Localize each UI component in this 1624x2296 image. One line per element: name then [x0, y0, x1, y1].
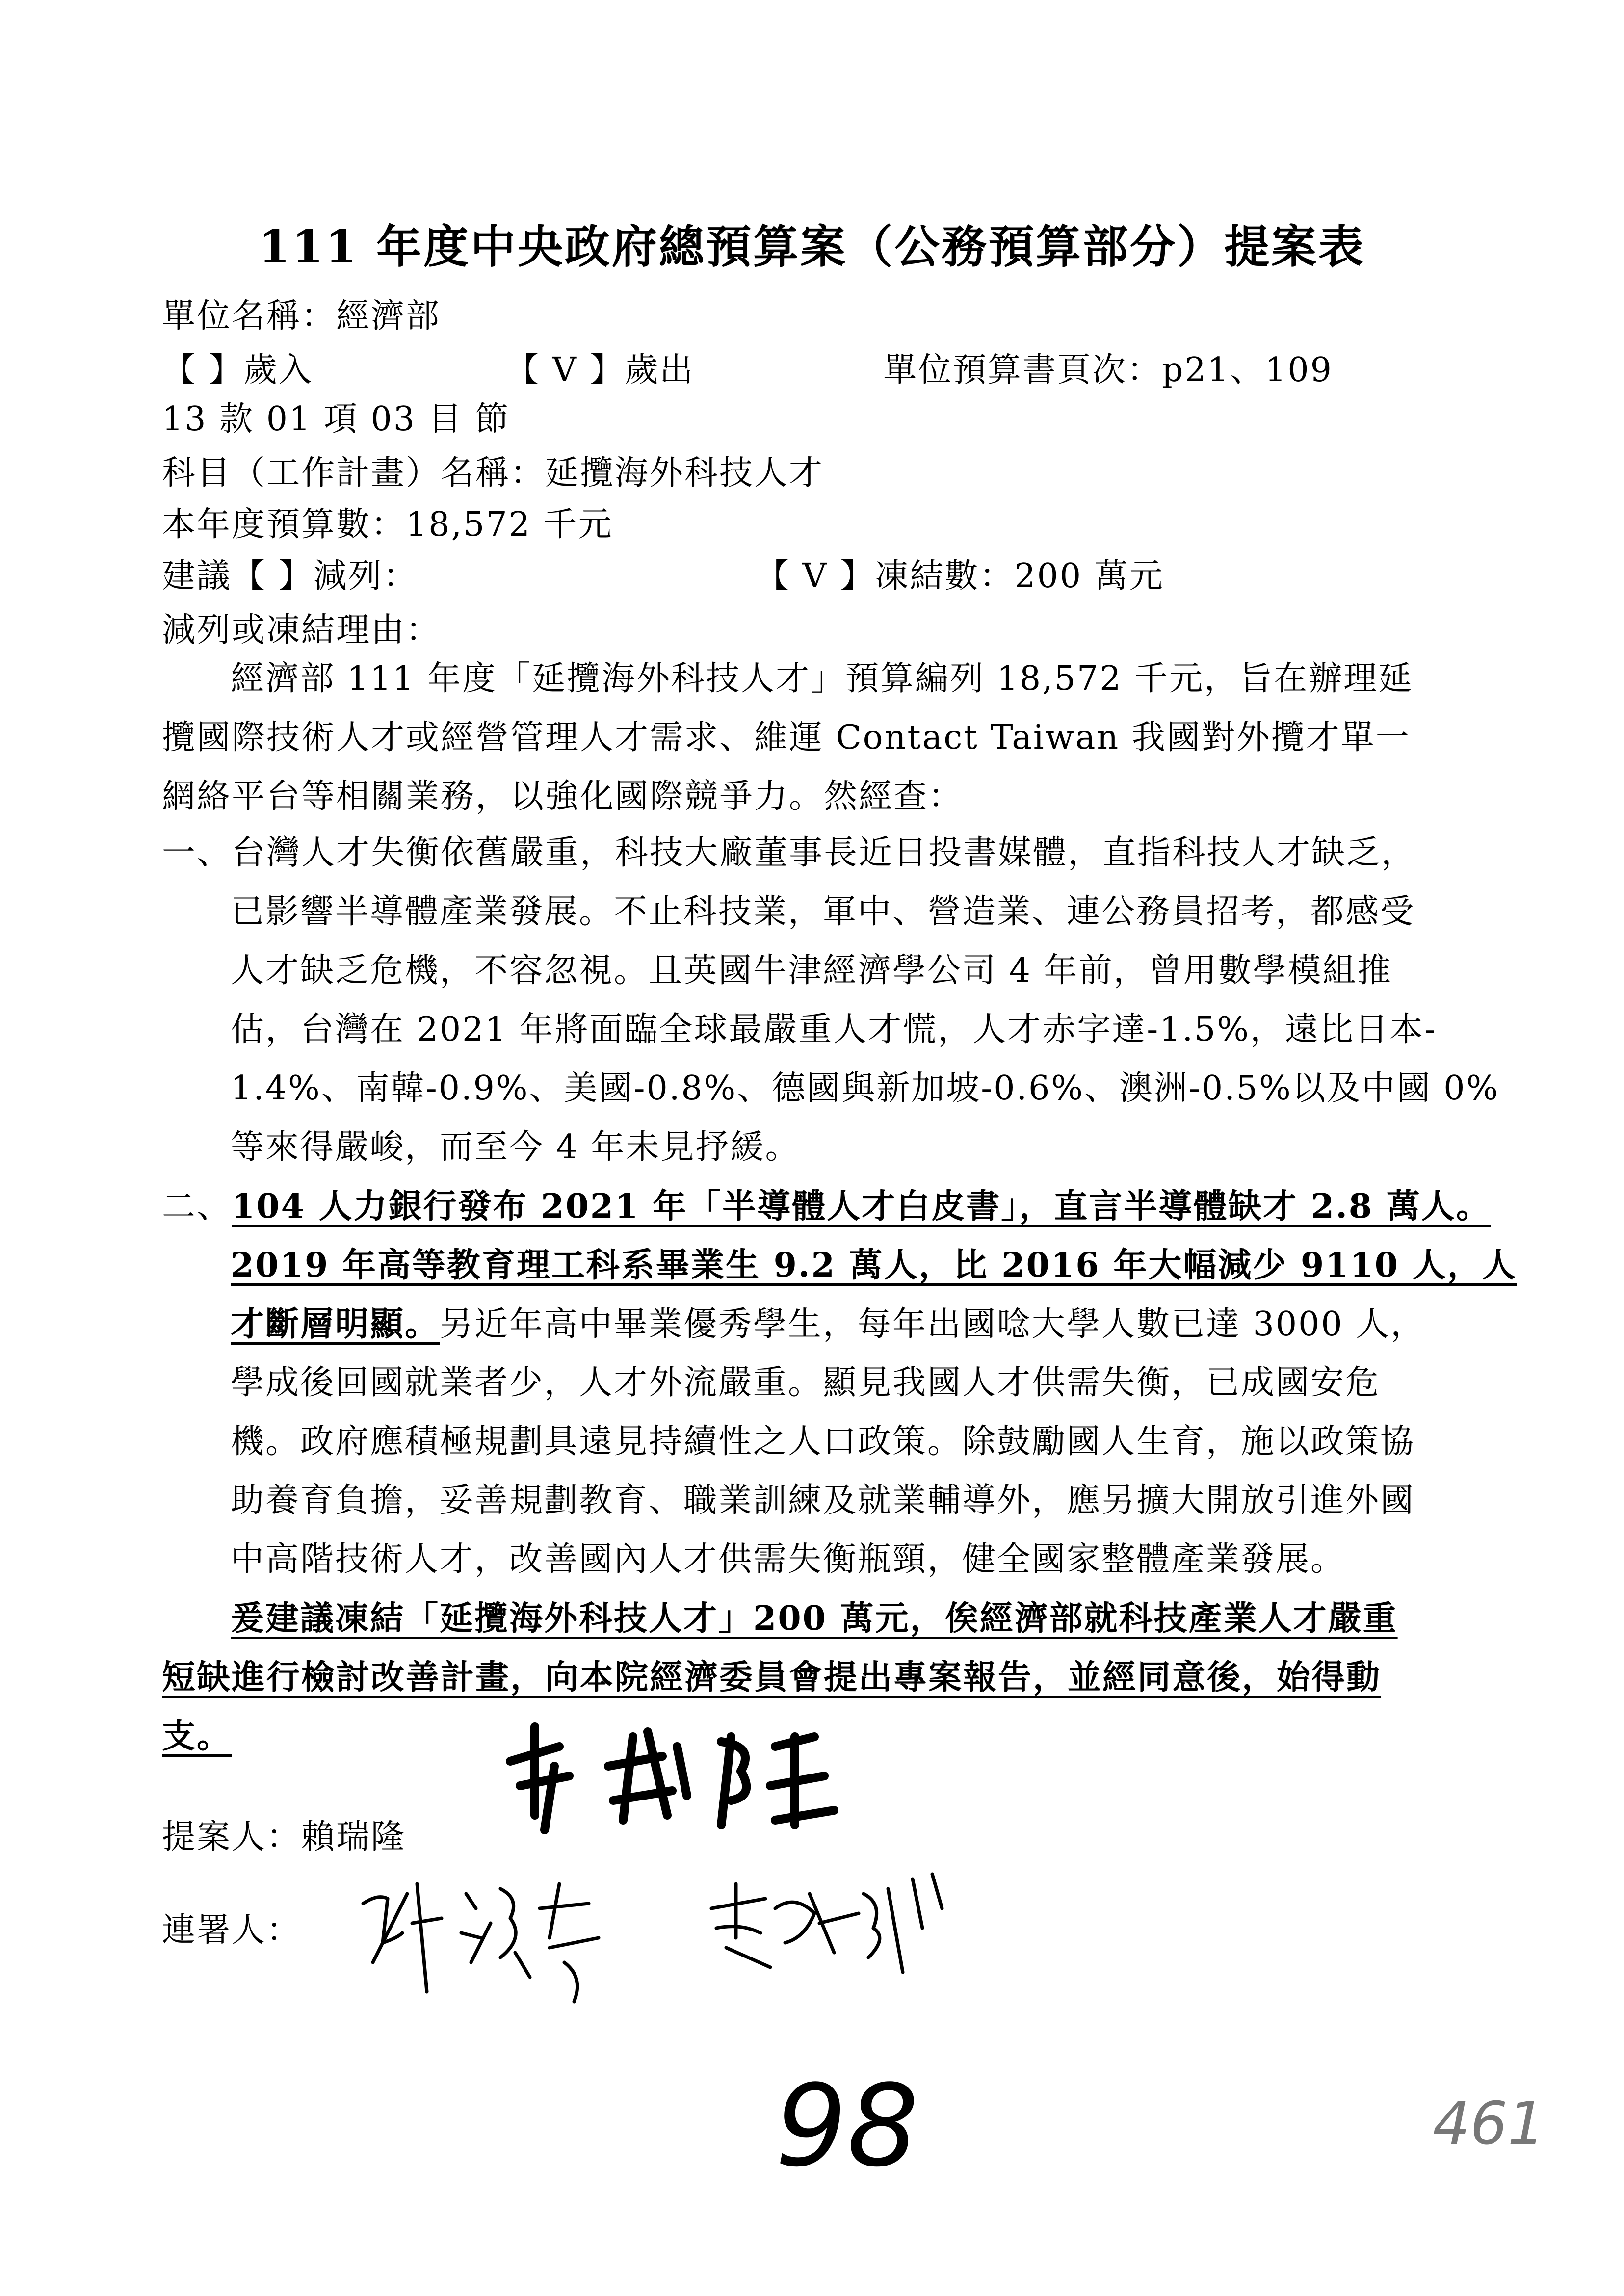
- cosigner-signature-2: [697, 1864, 971, 2011]
- reason-label: 減列或凍結理由：: [162, 611, 441, 650]
- revenue-checkbox: 【 】歲入: [162, 351, 314, 390]
- point2-line-3: [231, 1305, 1426, 1344]
- page-reference: 單位預算書頁次：p21、109: [883, 351, 1333, 390]
- cosigner-signature-1: [353, 1864, 628, 2011]
- account-code: 13 款 01 項 03 目 節: [162, 400, 510, 439]
- point2-bold-line-3: 才斷層明顯。: [231, 1305, 440, 1344]
- intro-line-2: 攬國際技術人才或經營管理人才需求、維運 Contact Taiwan 我國對外攬才單一: [162, 718, 1411, 757]
- expenditure-checkbox: 【 V 】歲出: [505, 351, 695, 390]
- point2-line-4: 學成後回國就業者少，人才外流嚴重。顯見我國人才供需失衡，已成國安危: [231, 1363, 1381, 1402]
- proposer-signature: [500, 1717, 873, 1845]
- point1-line-5: 1.4%、南韓-0.9%、美國-0.8%、德國與新加坡-0.6%、澳洲-0.5%以及中國 0%: [231, 1069, 1500, 1108]
- point1-line-4: 估，台灣在 2021 年將面臨全球最嚴重人才慌，人才赤字達-1.5%，遠比日本-: [231, 1010, 1437, 1049]
- point1-line-1: 一、台灣人才失衡依舊嚴重，科技大廠董事長近日投書媒體，直指科技人才缺乏，: [162, 834, 1416, 872]
- point1-line-6: 等來得嚴峻，而至今 4 年未見抒緩。: [231, 1128, 800, 1167]
- point2-prefix: 二、: [162, 1187, 232, 1226]
- point2-line-6: 助養育負擔，妥善規劃教育、職業訓練及就業輔導外，應另擴大開放引進外國: [231, 1481, 1415, 1520]
- handwritten-corner-number: 461: [1433, 2090, 1545, 2158]
- conclusion-line-1: 爰建議凍結「延攬海外科技人才」200 萬元，俟經濟部就科技產業人才嚴重: [231, 1599, 1398, 1638]
- cosigner-label: 連署人：: [162, 1911, 302, 1950]
- proposer-label: 提案人：賴瑞隆: [162, 1818, 406, 1856]
- conclusion-line-2: 短缺進行檢討改善計畫，向本院經濟委員會提出專案報告，並經同意後，始得動: [162, 1658, 1382, 1697]
- suggest-freeze: 【 V 】凍結數：200 萬元: [756, 557, 1164, 596]
- point2-bold-line-1: 104 人力銀行發布 2021 年「半導體人才白皮書」，直言半導體缺才 2.8 萬人。: [232, 1187, 1491, 1226]
- handwritten-page-number: 98: [775, 2061, 919, 2192]
- point1-line-3: 人才缺乏危機，不容忽視。且英國牛津經濟學公司 4 年前，曾用數學模組推: [231, 951, 1392, 990]
- budget-amount: 本年度預算數：18,572 千元: [162, 505, 613, 544]
- suggest-cut: 建議【 】減列：: [162, 557, 418, 596]
- intro-line-3: 網絡平台等相關業務，以強化國際競爭力。然經查：: [162, 777, 964, 816]
- point1-line-2: 已影響半導體產業發展。不止科技業，軍中、營造業、連公務員招考，都感受: [231, 892, 1415, 931]
- unit-line: 單位名稱：經濟部: [162, 297, 441, 336]
- conclusion-line-3: 支。: [162, 1717, 232, 1756]
- point2-line-7: 中高階技術人才，改善國內人才供需失衡瓶頸，健全國家整體產業發展。: [231, 1540, 1346, 1579]
- subject-line: 科目（工作計畫）名稱：延攬海外科技人才: [162, 454, 824, 493]
- point2-line-5: 機。政府應積極規劃具遠見持續性之人口政策。除鼓勵國人生育，施以政策協: [231, 1422, 1415, 1461]
- point2-bold-line-2: 2019 年高等教育理工科系畢業生 9.2 萬人，比 2016 年大幅減少 9110 人，人: [231, 1246, 1517, 1285]
- document-title: 111 年度中央政府總預算案（公務預算部分）提案表: [258, 220, 1366, 273]
- point2-line-3-rest: 另近年高中畢業優秀學生，每年出國唸大學人數已達 3000 人，: [440, 1305, 1426, 1344]
- point2-line-1: [162, 1187, 1491, 1226]
- intro-line-1: 經濟部 111 年度「延攬海外科技人才」預算編列 18,572 千元，旨在辦理延: [231, 659, 1414, 698]
- point2-line-2: [231, 1246, 1517, 1285]
